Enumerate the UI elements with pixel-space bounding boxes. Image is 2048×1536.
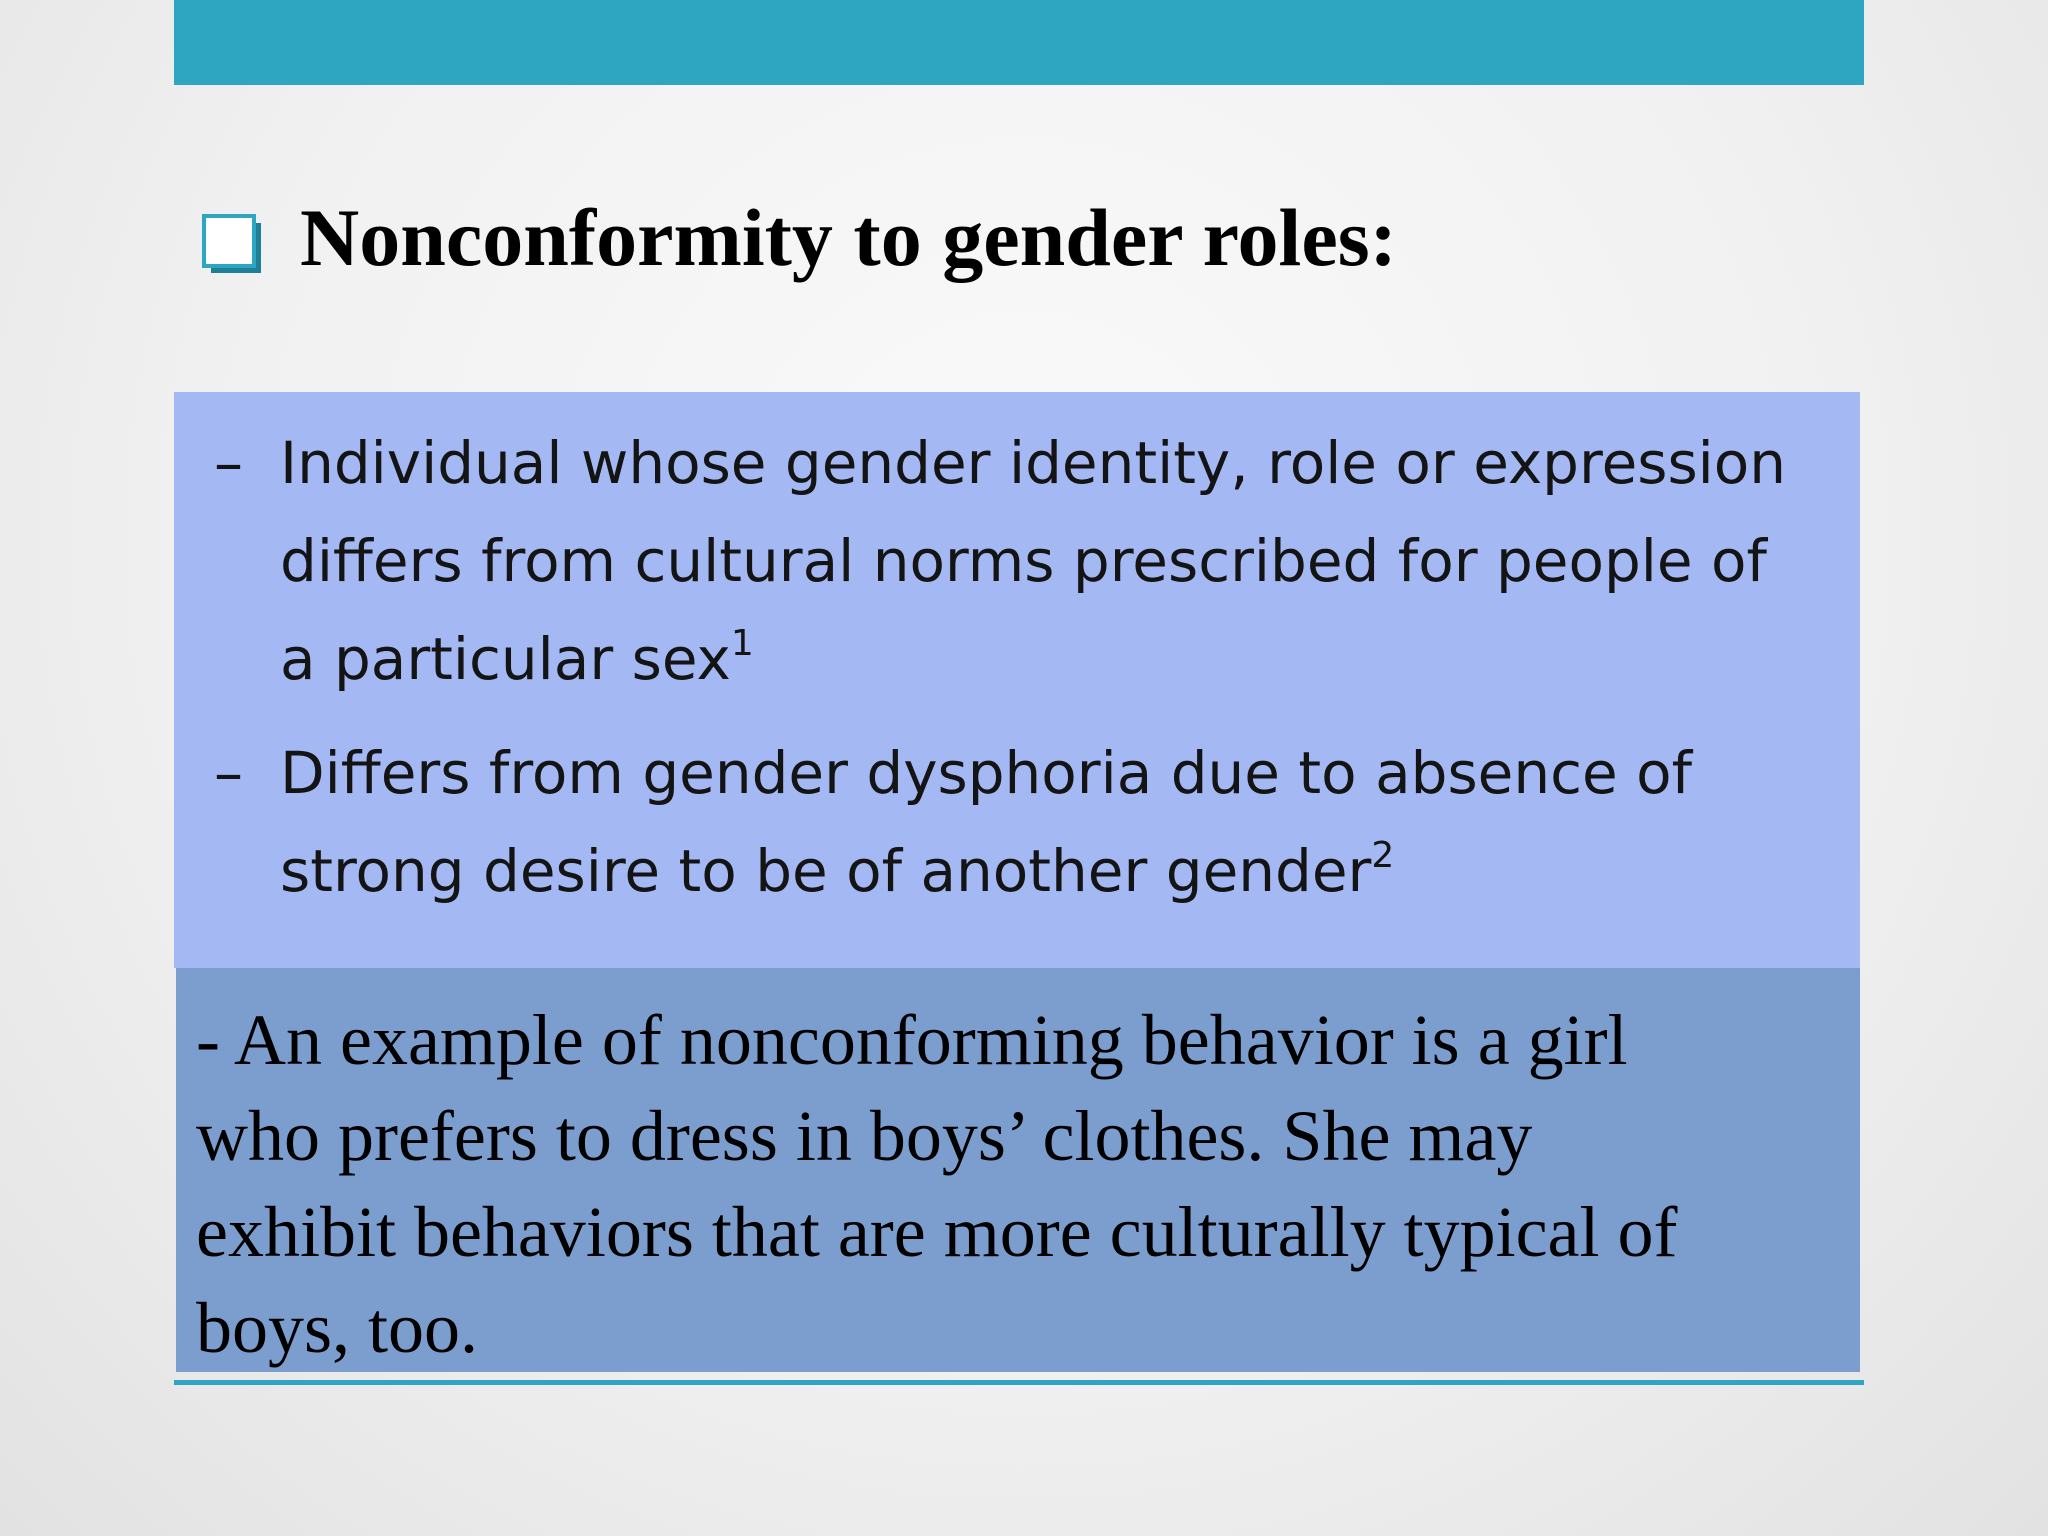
example-box	[176, 968, 1860, 1372]
bullet-text: Differs from gender dysphoria due to absence of strong desire to be of another gender	[280, 739, 1693, 905]
bullet-item	[214, 414, 1814, 708]
bullet-item	[214, 724, 1814, 920]
example-text: - An example of nonconforming behavior is a girl who prefers to dress in boys’ clothes. She may exhibit behaviors that are more culturally typical of boys, too.	[196, 1000, 1678, 1368]
footnote-marker: 2	[1371, 835, 1395, 876]
top-accent-bar	[174, 0, 1864, 85]
bullet-dash: –	[214, 739, 243, 807]
slide-heading-row	[198, 178, 1798, 298]
slide-title: Nonconformity to gender roles:	[300, 192, 1397, 283]
bullet-text: Individual whose gender identity, role or expression differs from cultural norms prescribed for people of a particular sex	[280, 429, 1787, 693]
footnote-marker: 1	[730, 623, 754, 664]
checkbox-icon	[202, 214, 264, 276]
definition-box	[174, 392, 1860, 968]
bullet-dash: –	[214, 429, 243, 497]
bottom-accent-line	[174, 1380, 1864, 1385]
